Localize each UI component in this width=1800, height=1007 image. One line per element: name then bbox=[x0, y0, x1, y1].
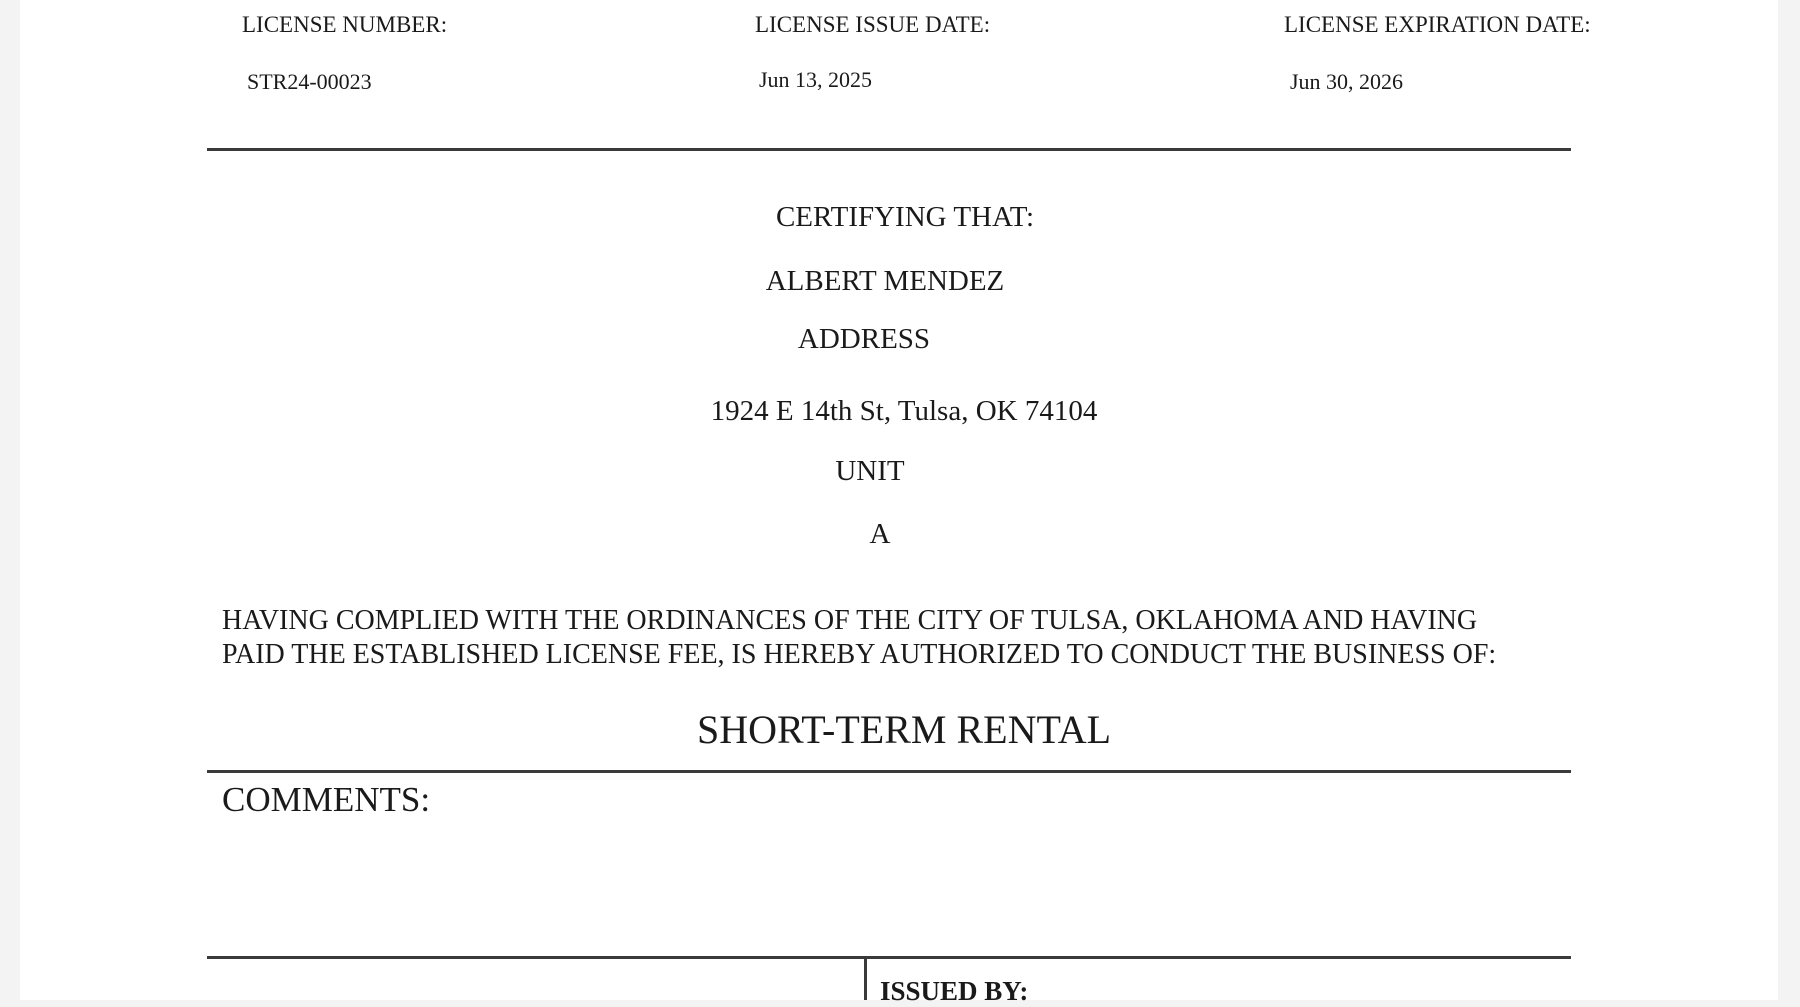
comments-divider bbox=[207, 956, 1571, 959]
address-value: 1924 E 14th St, Tulsa, OK 74104 bbox=[710, 395, 1098, 427]
license-number-label: LICENSE NUMBER: bbox=[242, 12, 448, 37]
issued-by-label: ISSUED BY: bbox=[880, 976, 1029, 1006]
business-divider bbox=[207, 770, 1571, 773]
license-number-value: STR24-00023 bbox=[247, 69, 372, 94]
header-divider bbox=[207, 148, 1571, 151]
license-holder-name: ALBERT MENDEZ bbox=[765, 265, 1005, 297]
authorization-line-2: PAID THE ESTABLISHED LICENSE FEE, IS HEREBY AUTHORIZED TO CONDUCT THE BUSINESS OF: bbox=[222, 639, 1497, 670]
footer-column-divider bbox=[864, 958, 867, 1000]
business-type: SHORT-TERM RENTAL bbox=[696, 707, 1112, 752]
license-issue-date-label: LICENSE ISSUE DATE: bbox=[755, 12, 991, 37]
unit-value: A bbox=[869, 518, 891, 550]
license-expiration-date-value: Jun 30, 2026 bbox=[1290, 69, 1404, 94]
authorization-statement bbox=[222, 604, 1602, 672]
unit-label: UNIT bbox=[835, 455, 905, 487]
comments-label: COMMENTS: bbox=[222, 780, 431, 819]
authorization-line-1: HAVING COMPLIED WITH THE ORDINANCES OF THE CITY OF TULSA, OKLAHOMA AND HAVING bbox=[222, 605, 1478, 636]
license-issue-date-value: Jun 13, 2025 bbox=[759, 67, 873, 92]
certifying-label: CERTIFYING THAT: bbox=[775, 201, 1035, 233]
address-label: ADDRESS bbox=[797, 323, 931, 355]
license-expiration-date-label: LICENSE EXPIRATION DATE: bbox=[1284, 12, 1591, 37]
